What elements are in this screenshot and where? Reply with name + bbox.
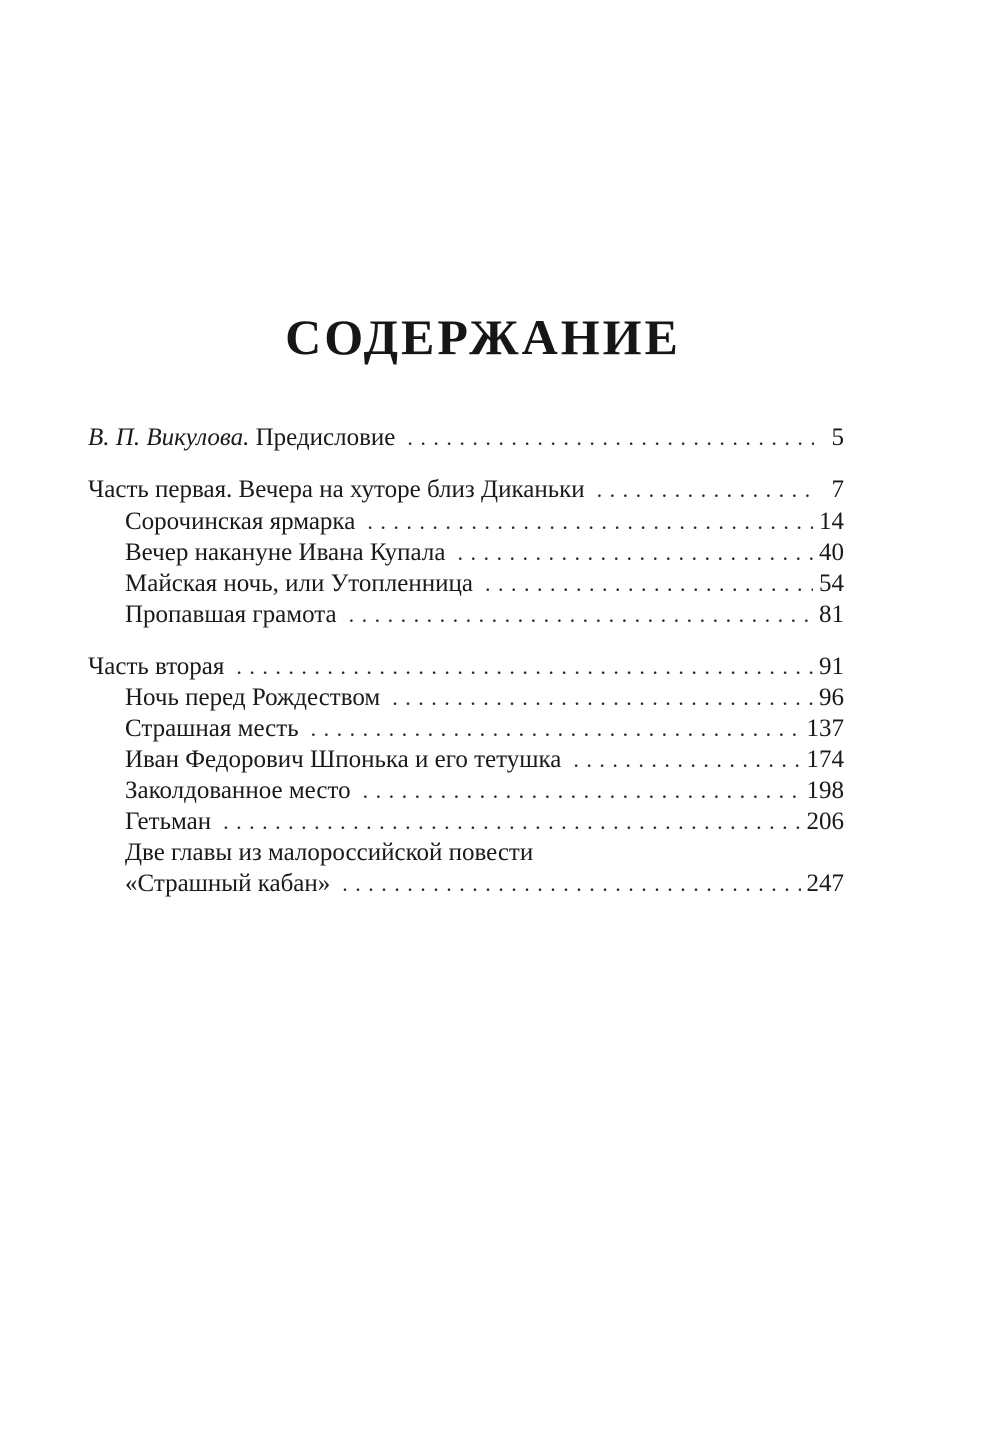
toc-entry	[125, 537, 844, 569]
dot-leader	[236, 651, 813, 683]
preface-title: Предисловие	[255, 424, 396, 451]
dot-leader	[367, 506, 813, 538]
dot-leader	[392, 682, 813, 714]
page-number: 5	[831, 424, 844, 451]
entry-title: Майская ночь, или Утопленница	[125, 570, 473, 597]
page-number: 247	[806, 870, 844, 897]
dot-leader	[342, 868, 800, 900]
toc-entry	[125, 506, 844, 538]
toc-entry	[125, 806, 844, 838]
toc-entry-part1	[88, 474, 844, 506]
dot-leader	[363, 775, 801, 807]
part1-title: Часть первая. Вечера на хуторе близ Диканьки	[88, 476, 585, 503]
dot-leader	[311, 713, 801, 745]
page-title: СОДЕРЖАНИЕ	[285, 309, 681, 365]
part2-title: Часть вторая	[88, 653, 225, 680]
toc-entry-preface	[88, 422, 844, 454]
toc-entry-first-line	[125, 837, 844, 869]
page-number: 81	[819, 601, 844, 628]
toc-entry	[125, 599, 844, 631]
entry-title: Пропавшая грамота	[125, 601, 337, 628]
dot-leader	[223, 806, 800, 838]
entry-title: Гетьман	[125, 808, 212, 835]
toc-entry	[125, 713, 844, 745]
entry-title: Заколдованное место	[125, 777, 351, 804]
toc-entry	[125, 868, 844, 900]
toc-entry	[125, 744, 844, 776]
entry-title: Сорочинская ярмарка	[125, 508, 356, 535]
page-number: 137	[806, 715, 844, 742]
page-number: 14	[819, 508, 844, 535]
entry-title: Ночь перед Рождеством	[125, 684, 381, 711]
entry-title: Вечер накануне Ивана Купала	[125, 539, 446, 566]
toc-entry	[125, 568, 844, 600]
page-number: 198	[806, 777, 844, 804]
toc-entry-part2	[88, 651, 844, 683]
entry-title: Страшная месть	[125, 715, 299, 742]
page-number: 7	[831, 476, 844, 503]
page-number: 54	[819, 570, 844, 597]
dot-leader	[457, 537, 813, 569]
entry-title-continued: «Страшный кабан»	[125, 870, 331, 897]
preface-author: В. П. Викулова.	[88, 424, 250, 451]
entry-title: Две главы из малороссийской повести	[125, 839, 534, 866]
toc-entry	[125, 775, 844, 807]
toc-entry	[125, 682, 844, 714]
page-number: 96	[819, 684, 844, 711]
page-number: 40	[819, 539, 844, 566]
dot-leader	[597, 474, 814, 506]
page-number: 174	[806, 746, 844, 773]
page-number: 206	[806, 808, 844, 835]
dot-leader	[573, 744, 800, 776]
dot-leader	[349, 599, 813, 631]
page-number: 91	[819, 653, 844, 680]
dot-leader	[407, 422, 814, 454]
dot-leader	[485, 568, 813, 600]
entry-title: Иван Федорович Шпонька и его тетушка	[125, 746, 562, 773]
